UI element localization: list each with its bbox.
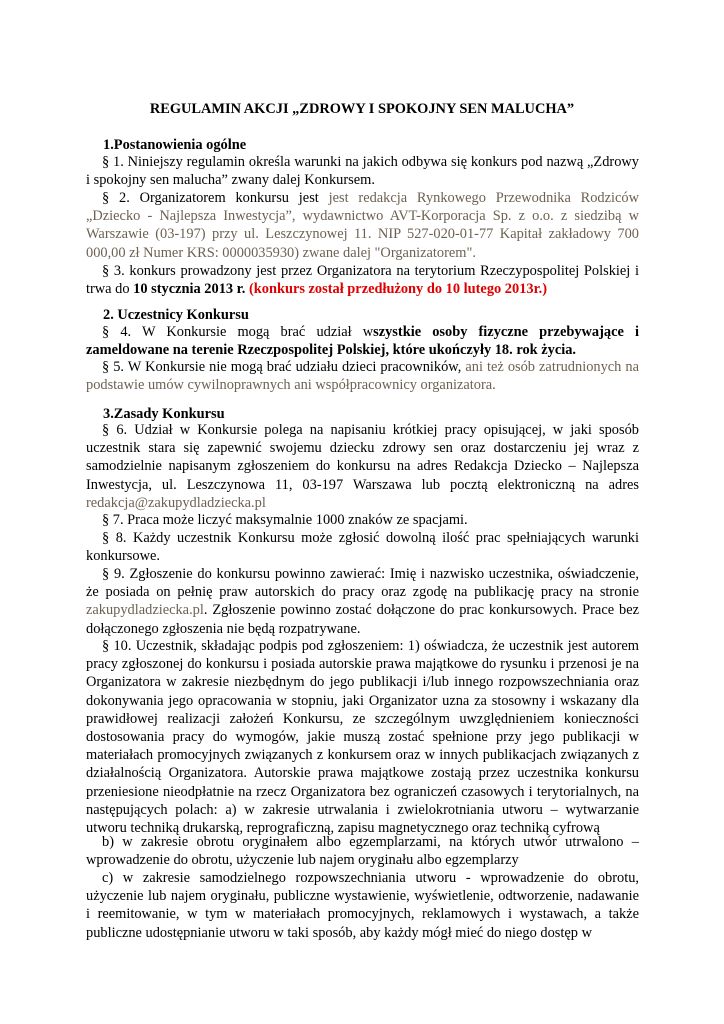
- section-heading-participants: 2. Uczestnicy Konkursu: [103, 307, 249, 323]
- extension-notice: (konkurs został przedłużony do 10 lutego 2013r.): [248, 281, 548, 298]
- paragraph-9: [86, 565, 639, 638]
- end-date: 10 stycznia 2013 r.: [133, 281, 246, 298]
- website-link[interactable]: zakupydladziecka.pl: [86, 602, 204, 619]
- paragraph-2: [86, 189, 639, 262]
- paragraph-5: [86, 358, 639, 394]
- excluded-persons: ani też osób zatrudnionych na podstawie umów cywilnoprawnych ani współpracownicy organizatora.: [86, 359, 639, 394]
- email-link[interactable]: redakcja@zakupydladziecka.pl: [86, 494, 266, 511]
- paragraph-6: [86, 421, 639, 512]
- paragraph-7: § 7. Praca może liczyć maksymalnie 1000 znaków ze spacjami.: [102, 512, 468, 528]
- eligibility-text: szystkie osoby fizyczne przebywające i zameldowane na terenie Rzeczpospolitej Polskiej, które ukończyły 18. rok życia.: [86, 324, 639, 359]
- paragraph-5-text: § 5. W Konkursie nie mogą brać udziału dzieci pracowników,: [102, 359, 466, 375]
- paragraph-3: [86, 262, 639, 298]
- paragraph-2-text: § 2. Organizatorem konkursu jest: [102, 190, 329, 206]
- paragraph-4-text: § 4. W Konkursie mogą brać udział w: [102, 324, 374, 340]
- paragraph-1: § 1. Niniejszy regulamin określa warunki na jakich odbywa się konkurs pod nazwą „Zdrowy i spokojny sen malucha” zwany dalej Konkursem.: [86, 154, 639, 189]
- section-heading-general: 1.Postanowienia ogólne: [103, 137, 247, 153]
- paragraph-8: § 8. Każdy uczestnik Konkursu może zgłosić dowolną ilość prac spełniających warunki konkursowe.: [86, 530, 639, 565]
- section-heading-rules: 3.Zasady Konkursu: [103, 406, 225, 422]
- paragraph-9-text: § 9. Zgłoszenie do konkursu powinno zawierać: Imię i nazwisko uczestnika, oświadczenie, że posiada on pełnię praw autorskich do pracy oraz zgodę na publikację pracy na stronie: [86, 566, 639, 601]
- paragraph-4: [86, 323, 639, 359]
- paragraph-6-text: § 6. Udział w Konkursie polega na napisaniu krótkiej pracy opisującej, w jaki sposób uczestnik stara się zapewnić swojemu dziecku zdrowy sen oraz dostarczeniu jej wraz z samodzielnie napisanym zgłoszeniem do konkursu na adres Redakcja Dziecko – Najlepsza Inwestycja, ul. Leszczynowa 11, 03-197 Warszawa lub pocztą elektroniczną na adres: [86, 422, 639, 493]
- paragraph-9-text-end: . Zgłoszenie powinno zostać dołączone do prac konkursowych. Prace bez dołączonego zgłoszenia nie będą rozpatrywane.: [86, 602, 639, 637]
- paragraph-3-text: § 3. konkurs prowadzony jest przez Organizatora na terytorium Rzeczypospolitej Polskiej i trwa do: [86, 263, 639, 298]
- document-title: REGULAMIN AKCJI „ZDROWY I SPOKOJNY SEN MALUCHA”: [149, 101, 575, 117]
- paragraph-10-b: b) w zakresie obrotu oryginałem albo egzemplarzami, na których utwór utrwalono – wprowadzenie do obrotu, użyczenie lub najem oryginału albo egzemplarzy: [86, 834, 639, 869]
- paragraph-10-c: c) w zakresie samodzielnego rozpowszechniania utworu - wprowadzenie do obrotu, użyczenie lub najem oryginału, publiczne wystawienie, wyświetlenie, odtworzenie, nadawanie i reemitowanie, w tym w materiałach promocyjnych, reklamowych i wystawach, a także publiczne udostępnianie utworu w taki sposób, aby każdy mógł mieć do niego dostęp w: [86, 870, 639, 941]
- organizer-details: jest redakcja Rynkowego Przewodnika Rodziców „Dziecko - Najlepsza Inwestycja”, wydawnictwo AVT-Korporacja Sp. z o.o. z siedzibą w Warszawie (03-197) przy ul. Leszczynowej 11. NIP 527-020-01-77 Kapitał zakładowy 700 000,00 zł Numer KRS: 0000035930) zwane dalej "Organizatorem".: [86, 190, 639, 261]
- paragraph-10: § 10. Uczestnik, składając podpis pod zgłoszeniem: 1) oświadcza, że uczestnik jest autorem pracy zgłoszonej do konkursu i posiada autorskie prawa majątkowe do rysunku i przenosi je na Organizatora w zakresie niezbędnym do jego publikacji i/lub innego rozpowszechniania oraz dokonywania jego opracowania w stopniu, jaki Organizator uzna za stosowny i wskazany dla prawidłowej realizacji założeń Konkursu, ze szczególnym uwzględnieniem konieczności dostosowania pracy do wymogów, jakie muszą zostać spełnione przy jego publikacji w materiałach promocyjnych związanych z konkursem oraz w innych publikacjach związanych z działalnością Organizatora. Autorskie prawa majątkowe zostają przez uczestnika konkursu przeniesione nieodpłatnie na rzecz Organizatora bez ograniczeń czasowych i terytorialnych, na następujących polach: a) w zakresie utrwalania i zwielokrotniania utworu – wytwarzanie utworu techniką drukarską, reprograficzną, zapisu magnetycznego oraz techniką cyfrową: [86, 638, 639, 837]
